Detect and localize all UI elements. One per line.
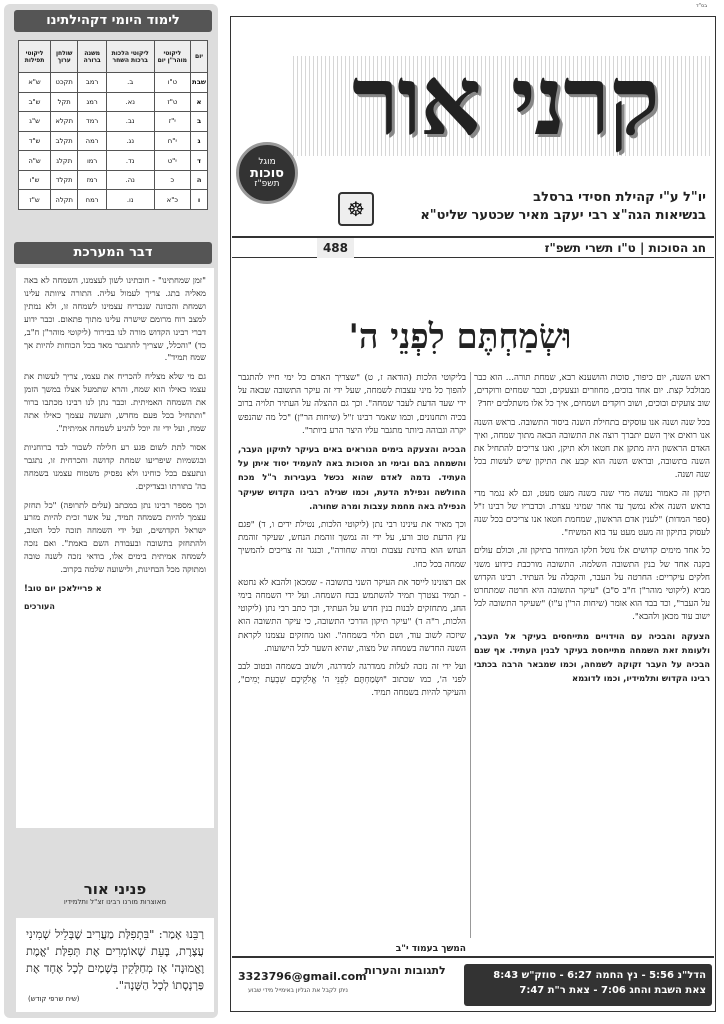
editorial-signature: העורכים <box>24 601 55 611</box>
holiday-seal <box>236 142 298 204</box>
study-schedule-table <box>18 40 208 210</box>
footer <box>232 956 714 1010</box>
publisher-line: יו"ל ע"י קהילת חסידי ברסלב <box>533 190 706 205</box>
editorial-paragraph: וכך מספר רבינו נתן במכתב (עלים לתרופה) "כל תחזק עצמך להיות בשמחה תמיד, על אשר זכית להיות מזרע ישראל הקדושים, ועל ידי השמחה תזכה לכל הטוב, ולהתחזק בתשובה ובעבודת השם באמת". ואם נזכה לשמחה אמיתית בימים אלו, בודאי נזכה לשנה טובה ומתוקה מכל הבחינות, ולישועה שלמה בקרוב. <box>24 499 206 575</box>
pninei-box <box>16 918 214 1012</box>
table-cell: נב. <box>106 112 154 132</box>
article-paragraph: בליקוטי הלכות (הודאה ז, ט) "שצריך האדם כל ימי חייו להתגבר להפוך כל מיני עצבות לשמחה, שעל ידי זה עיקר התשובה שבאה על ידי שעד הדעת לעבר שמחה". וכך גם ההצלה על העתיד תלויה ברוב בכיה ותחנונים, וכמו שאמר רבינו ז"ל (שיחות הר"ן) "כל מה שהנפש יקרה וגבוהה ביותר מתגבר עליו היצר הרע ביותר". <box>238 373 466 436</box>
pninei-header <box>16 880 214 914</box>
issue-date: חג הסוכות | ט"ו תשרי תשפ"ז <box>544 241 706 255</box>
article-paragraph: ראש השנה, יום כיפור, סוכות והושענא רבא, שמחת תורה... הוא כבר מבולבל קצת. יום אחד בוכים, מחוזרים ונצעקים, וכבר שמחים ורוקדים, שוב צועקים ובוכים, ושוב רוקדים ושמחים, איך כל אלו משתלבים יחד? <box>474 373 710 410</box>
seal-line: סוכות <box>250 165 285 181</box>
continued-on-page: המשך בעמוד י"ב <box>395 944 466 954</box>
table-row <box>19 190 208 210</box>
top-mark: בס"ד <box>696 3 708 9</box>
table-cell: תקלג <box>51 151 78 171</box>
table-cell: רמה <box>78 131 107 151</box>
table-cell: ד <box>191 151 208 171</box>
col-header: ליקוטי הלכות ברכות השחר <box>106 41 154 73</box>
table-cell: רמד <box>78 112 107 132</box>
editorial-paragraph: גם מי שלא מצליח להכריח את עצמו, צריך לעשות את עצמו כאילו הוא שמח, והרא שתמעל אצלו במשך הזמן את השמחה האמיתית. וכבר נתן לנו רבינו מכתבו ברור "ותתחיל בכל פעם מחדש, ותעשה עצמך כאילו אתה שמח, ועל ידי זה יוכל להגיע לשמחה אמיתית". <box>24 371 206 433</box>
article-column-right <box>474 372 710 924</box>
seal-line: תשפ"ז <box>254 178 280 189</box>
article-paragraph: וכך מאיר את עינינו רבי נתן (ליקוטי הלכות, נטילת ידים ו, ד) "פגם עץ הדעת טוב ורע, על ידי זה נמשך זוהמת הנחש, שעיקר זוהמת הנחש הוא בחינת עצבות ומרה שחורה", וכנגד זה צריכים להמשיך שמחה בכל כחו. <box>238 520 466 570</box>
table-cell: נה. <box>106 170 154 190</box>
table-cell: ש"ו <box>19 170 51 190</box>
table-cell: ב. <box>106 73 154 93</box>
table-header-row <box>19 41 208 73</box>
article-paragraph <box>474 630 710 687</box>
table-cell: תקל <box>51 92 78 112</box>
col-header: יום <box>191 41 208 73</box>
table-row <box>19 73 208 93</box>
table-cell: י"ז <box>154 112 191 132</box>
col-header: ליקוטי תפילות <box>19 41 51 73</box>
table-row <box>19 131 208 151</box>
pninei-title: פניני אור <box>83 880 147 898</box>
table-cell: שבת <box>191 73 208 93</box>
table-cell: ש"ז <box>19 190 51 210</box>
zmanim-line: צאת השבת והחג 7:06 - צאת ר"ת 7:47 <box>519 985 706 996</box>
article-paragraph <box>238 443 466 514</box>
table-cell: תקלא <box>51 112 78 132</box>
pninei-text: רַבֵּנוּ אָמַר: "בִּתְפִלַּת מַעֲרִיב שֶׁבְּלֵיל שְׁמִינִי עֲצֶרֶת, בָּעֵת שֶׁאוֹמְרִים אֶת תְּפִלַּת 'אֱמֶת וֶאֱמוּנָה' אָז מְחַלְּקִין בְּשָׁמַיִם לְכָל אֶחָד אֶת פַּרְנָסָתוֹ לְכָל הַשָּׁנָה". <box>26 927 204 992</box>
table-cell: רמז <box>78 170 107 190</box>
table-cell: תקלד <box>51 170 78 190</box>
article-paragraph: בכל שנה ושנה אנו עוסקים בתחילת השנה ביסוד התשובה. בראש השנה אנו רואים איך השם יתברך רוצה את התשובה הבאה מתוך שמחה, ואיך האדם הראשון היה מתקן את חטאו ולא תיקן, ואנו צריכים להתחיל את השנה בתשובה, ובראש השנה הוא קבע את התיקון שיש לעשות בכל שנה ושנה. <box>474 417 710 481</box>
article-paragraph: ועל ידי זה נזכה לעלות ממדרגה למדרגה, ולשוב בשמחה ובטוב לבב לפני ה', כמו שכתוב "וּשְׂמַחְתֶּם לִפְנֵי ה' אֱלֹקֵיכֶם שִׁבְעַת יָמִים", והעיקר להיות בשמחה תמיד. <box>238 662 466 699</box>
pninei-subtitle: מאוצרות מורנו רבינו זצ"ל ותלמידיו <box>63 898 167 906</box>
subtitle-band <box>330 188 714 230</box>
table-cell: ג <box>191 131 208 151</box>
table-row <box>19 112 208 132</box>
table-cell: רמו <box>78 151 107 171</box>
table-cell: תקלה <box>51 190 78 210</box>
seal-line: מוגל <box>258 156 276 167</box>
table-cell: תקכט <box>51 73 78 93</box>
table-cell: ש"ג <box>19 112 51 132</box>
table-cell: ש"ב <box>19 92 51 112</box>
zmanim-box <box>464 964 712 1006</box>
issue-bar <box>232 236 714 258</box>
col-header: שולחן ערוך <box>51 41 78 73</box>
table-cell: נו. <box>106 190 154 210</box>
table-cell: רמב <box>78 73 107 93</box>
schedule-title: לימוד היומי דקהילתינו <box>14 10 212 32</box>
article-column-left <box>238 372 466 938</box>
table-cell: תקלב <box>51 131 78 151</box>
article-paragraph: כל אחד מימים קדושים אלו נוטל חלקו המיוחד בתיקון זה, וכולם עולים בקנה אחד של בנין התשובה השלמה. התשובה מורכבת כידוע משני חלקים עיקריים: החרטה על העבר, והקבלה על העתיד. רבינו הקדוש מביא (ליקוטי מוהר"ן ח"ב ס"ב) "עיקר התשובה היא חרטה שמתחרט על העבר", וכד בבד הוא אומר (שיחות הר"ן ע"ו) "שעיקר התשובה לבל ישוב עוד מכאן ולהבא". <box>474 546 710 623</box>
article-bold-text: הבכיה והצעקה בימים הנוראים באים בעיקר לתיקון העבר, והשמחה בהם ובימי חג הסוכות באה להעמיד יסוד איתן על העתיד. נדמה לאדם שהוא נכשל בעבירות ר"ל מכח החולשה ונפילת הדעת, וכמו שגילה רבינו הקדוש שעיקר הנפילה באה מחמת עצבות ומרה שחורה. <box>238 444 466 511</box>
pninei-source: (שיח שרפי קודש) <box>28 995 80 1003</box>
editorial-paragraph: אסור לתת לשום פגע רע חלילה לשבור לבד ברוחניות ובגשמיות שיפריעו שמחת קדושה והכרחית זו, נתגבר ונתעצם בכל כוחינו ולא נפסיק משמוח עצמנו בשמחה בה' בתורתו ובצדיקים. <box>24 441 206 491</box>
editorial-paragraph: "זמן שמחתינו" - חובתינו לשון לעצמנו, השמחה לא באה מאליה בתג. צריך לעמול עליה. התורה ציוותה עלינו ושמחת והכוונה שנכריח עצמינו לשמחה זו, ולא נמתין למצב רוח מרומם שישרה עלינו מתוך פתאום. וכבר ידוע דברי רבינו הקדוש מורה לנו בבירור (ליקוטי מוהר"ן ח"ב, כד) "והכלל, שצריך להתגבר מאד בכל הכוחות להיות אך שמח תמיד". <box>24 275 206 363</box>
table-cell: ט"ו <box>154 73 191 93</box>
contact-email-link[interactable]: 3323796@gmail.com <box>238 970 367 983</box>
table-cell: רמח <box>78 190 107 210</box>
column-divider <box>470 372 471 938</box>
table-cell: כ"א <box>154 190 191 210</box>
table-cell: ה <box>191 170 208 190</box>
table-cell: ש"ד <box>19 131 51 151</box>
col-header: ליקוטי מוהר"ן יום <box>154 41 191 73</box>
editorial-greeting: א פריילאכן יום טוב! <box>24 582 102 593</box>
issue-number: 488 <box>317 238 354 258</box>
table-cell: רמג <box>78 92 107 112</box>
table-cell: ב <box>191 112 208 132</box>
table-cell: א <box>191 92 208 112</box>
sidebar <box>4 4 218 1018</box>
table-cell: י"ט <box>154 151 191 171</box>
table-cell: ש"ה <box>19 151 51 171</box>
table-row <box>19 170 208 190</box>
article-paragraph: אם רצונינו לייסד את העיקר השני בתשובה - שמכאן ולהבא לא נחטא - תמיד נצטרך תמיד להשתמש בכח השמחה. ועל ידי השמחה בימי החג, מתחזקים לבנות בנין חדש על העתיד, וכך כתב רבי נתן (ליקוטי הלכות, ר"ה ד) "עיקר תיקון הדרכי התשובה, כי עיקר התשובה הוא שיזכה לשוב עוד, ושם תלוי בשמחה". ואנו מחזקים עצמנו לקראת השנה החדשה בשמחה של מצוה, שהיא השער לכל הישועות. <box>238 577 466 654</box>
col-header: משנה ברורה <box>78 41 107 73</box>
table-cell: כ <box>154 170 191 190</box>
zmanim-line: הדל"נ 5:56 - נץ החמה 6:27 - סוזק"ש 8:43 <box>493 970 706 981</box>
editorial-box <box>16 268 214 828</box>
table-cell: ט"ז <box>154 92 191 112</box>
table-cell: ש"א <box>19 73 51 93</box>
email-box <box>238 966 367 1006</box>
table-cell: י"ח <box>154 131 191 151</box>
table-cell: נד. <box>106 151 154 171</box>
table-row <box>19 92 208 112</box>
community-emblem-icon: ☸ <box>338 192 374 226</box>
newsletter-logo-title: קרני אור <box>352 44 658 157</box>
leadership-line: בנשיאות הגה"צ רבי יעקב מאיר שכטער שליט"א <box>420 208 706 223</box>
editorial-title: דבר המערכת <box>14 242 212 264</box>
table-cell: נג. <box>106 131 154 151</box>
table-row <box>19 151 208 171</box>
article-paragraph: תיקון זה כאמור נעשה מדי שנה בשנה מעט מעט, וגם לא נגמר מדי בראש השנה אלא נמשך עד אחר שמיני עצרת. וכדבריו של רבינו ז"ל (ספר המדות) "לענין אדם הראשון, שמחמת חטאו אנו צריכים בכל שנה לעסוק בתיקון זה מעט מעט עד בוא המשיח". <box>474 488 710 539</box>
article-title: וּשְׂמַחְתֶּם לִפְנֵי ה' <box>348 317 572 357</box>
contact-label: לתגובות והערות <box>364 964 446 977</box>
table-cell: ו <box>191 190 208 210</box>
table-cell: נא. <box>106 92 154 112</box>
article-bold-text: הצעקה והבכיה עם הוידויים מתייחסים בעיקר אל העבר, ולעומת זאת השמחה מתייחסת בעיקר לבנין העתיד. אף שגם הבכיה על העבר זקוקה לשמחה, וכמו שמבאר הרבה בכתבי רבינו הקדוש ותלמידיו, וכמו לדוגמא <box>474 630 710 684</box>
email-subscription-note: ניתן לקבל את הגליון באימייל מידי שבוע <box>248 987 348 994</box>
